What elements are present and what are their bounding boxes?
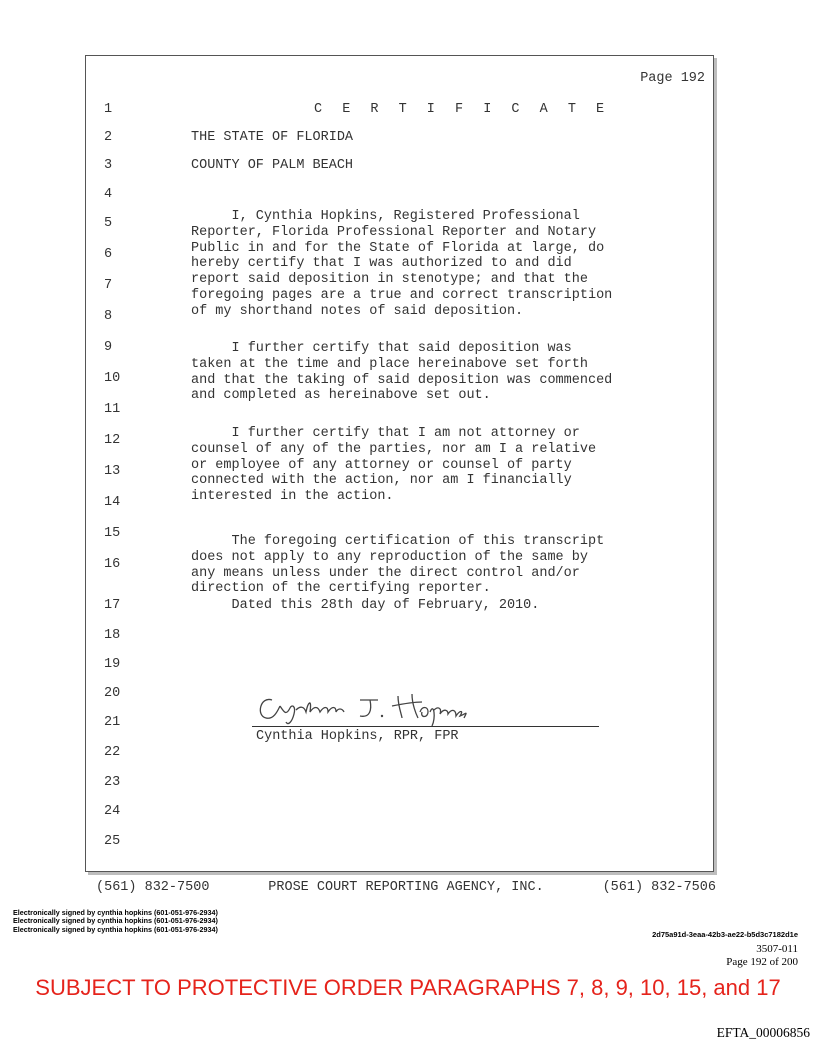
line-number: 5 [104, 216, 113, 231]
line-number: 6 [104, 247, 113, 262]
line-number: 21 [104, 715, 121, 730]
dated-line: Dated this 28th day of February, 2010. [191, 598, 540, 613]
efta-bates-number: EFTA_00006856 [716, 1025, 810, 1040]
line-number: 2 [104, 130, 113, 145]
line-number: 24 [104, 804, 121, 819]
line-number: 11 [104, 402, 121, 417]
transcript-page [85, 55, 714, 872]
electronic-signature-stamp [13, 909, 218, 934]
county-line: COUNTY OF PALM BEACH [191, 158, 354, 173]
line-number: 10 [104, 371, 121, 386]
agency-name: PROSE COURT REPORTING AGENCY, INC. [268, 880, 544, 895]
line-number: 20 [104, 686, 121, 701]
certificate-title: C E R T I F I C A T E [314, 102, 611, 117]
line-number: 8 [104, 309, 113, 324]
certification-paragraph-2: I further certify that said deposition was taken at the time and place hereinabove set forth and that the taking of said deposition was commenced and completed as hereinabove set out. [191, 341, 613, 404]
line-number: 19 [104, 657, 121, 672]
esign-line: Electronically signed by cynthia hopkins (601-051-976-2934) [13, 908, 218, 917]
line-number: 7 [104, 278, 113, 293]
line-number: 12 [104, 433, 121, 448]
line-number: 15 [104, 526, 121, 541]
state-line: THE STATE OF FLORIDA [191, 130, 354, 145]
signer-name: Cynthia Hopkins, RPR, FPR [256, 729, 459, 744]
page-footer [96, 880, 716, 895]
page-of-count: Page 192 of 200 [726, 956, 798, 968]
certification-paragraph-1: I, Cynthia Hopkins, Registered Professional Reporter, Florida Professional Reporter and Notary Public in and for the State of Florida at large, do hereby certify that I was authorized to and did report said deposition in stenotype; and that the foregoing pages are a true and correct transcription of my shorthand notes of said deposition. [191, 209, 613, 319]
line-number: 23 [104, 775, 121, 790]
line-number: 13 [104, 464, 121, 479]
line-number: 22 [104, 745, 121, 760]
line-number: 1 [104, 102, 113, 117]
certification-paragraph-3: I further certify that I am not attorney or counsel of any of the parties, nor am I a relative or employee of any attorney or counsel of party connected with the action, nor am I financially interested in the action. [191, 426, 597, 505]
page-label: Page 192 [640, 71, 705, 86]
line-number: 17 [104, 598, 121, 613]
phone-left: (561) 832-7500 [96, 880, 210, 895]
line-number: 14 [104, 495, 121, 510]
line-number: 9 [104, 340, 113, 355]
certification-paragraph-4: The foregoing certification of this transcript does not apply to any reproduction of the same by any means unless under the direct control and/or direction of the certifying reporter. [191, 534, 605, 597]
esign-line: Electronically signed by cynthia hopkins (601-051-976-2934) [13, 924, 218, 934]
handwritten-signature [252, 688, 482, 730]
document-number-block [726, 943, 798, 969]
line-number: 16 [104, 557, 121, 572]
document-hash: 2d75a91d-3eaa-42b3-ae22-b5d3c7182d1e [652, 930, 798, 939]
line-number: 18 [104, 628, 121, 643]
phone-right: (561) 832-7506 [602, 880, 716, 895]
protective-order-notice: SUBJECT TO PROTECTIVE ORDER PARAGRAPHS 7, 8, 9, 10, 15, and 17 [35, 975, 781, 1000]
document-number: 3507-011 [756, 943, 798, 955]
signature-line [252, 726, 599, 727]
line-number: 4 [104, 187, 113, 202]
esign-line: Electronically signed by cynthia hopkins (601-051-976-2934) [13, 916, 218, 926]
line-number: 3 [104, 158, 113, 173]
line-number: 25 [104, 834, 121, 849]
